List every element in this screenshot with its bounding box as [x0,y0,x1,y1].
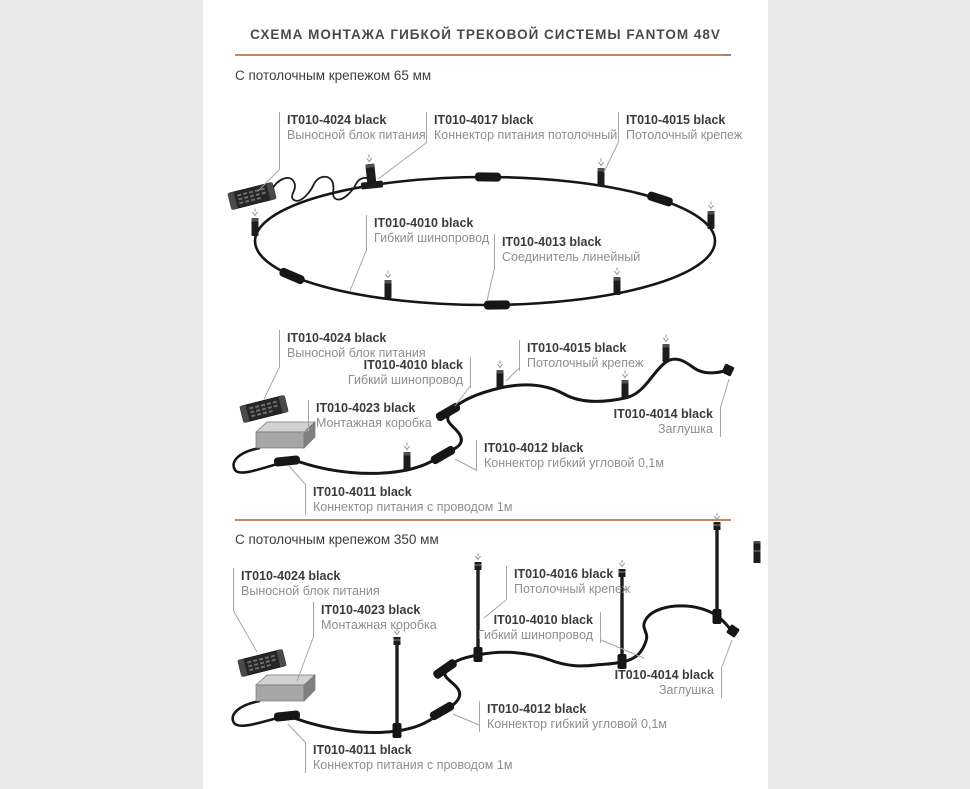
part-description: Потолочный крепеж [626,128,743,142]
label-mount-d1 [618,112,742,143]
part-number: IT010-4015 black [626,113,726,127]
linear-connector [475,172,501,181]
part-number: IT010-4010 black [493,613,593,627]
power-cord [234,448,281,473]
ceiling-mount-65-icon [614,268,621,296]
flexible-track [294,715,437,732]
label-box-d2 [308,400,432,431]
part-description: Выносной блок питания [241,584,380,598]
part-number: IT010-4014 black [613,407,713,421]
part-number: IT010-4023 black [321,603,421,617]
corner-connector-sleeve [428,701,455,722]
part-description: Гибкий шинопровод [347,373,463,387]
power-cord [233,701,281,726]
ceiling-mount-65-icon [385,271,392,299]
label-track-d2 [348,357,471,388]
leader-endcap-d2 [721,379,729,406]
part-description: Гибкий шинопровод [374,231,490,245]
part-description: Гибкий шинопровод [477,628,593,642]
power-supply-unit [238,649,287,677]
part-description: Потолочный крепеж [514,582,631,596]
label-psu-d1 [279,112,426,170]
mounting-box [256,422,315,448]
part-number: IT010-4023 black [316,401,416,415]
label-endcap-d2 [614,406,721,437]
part-description: Монтажная коробка [321,618,437,632]
ceiling-mount-65-icon [708,202,715,230]
label-box-d3 [313,602,437,638]
ceiling-mount-65-icon [598,159,605,187]
part-description: Монтажная коробка [316,416,432,430]
spare-rod-icon [754,541,761,563]
part-description: Заглушка [658,683,714,697]
part-number: IT010-4010 black [374,216,474,230]
corner-connector-sleeve [429,445,456,466]
label-power-connector-d2 [305,484,512,515]
part-number: IT010-4011 black [313,485,412,499]
power-supply-unit [228,182,277,210]
label-mount-d2 [519,340,643,371]
label-corner-connector-d2 [476,440,664,471]
ceiling-mount-65-icon [663,335,670,363]
part-description: Коннектор гибкий угловой 0,1м [487,717,667,731]
part-description: Коннектор гибкий угловой 0,1м [484,456,664,470]
leader-mount-d2 [506,368,519,381]
part-number: IT010-4012 black [484,441,584,455]
end-cap-icon [721,363,734,376]
ceiling-mount-350-icon [713,513,722,624]
part-number: IT010-4017 black [434,113,534,127]
page-title: СХЕМА МОНТАЖА ГИБКОЙ ТРЕКОВОЙ СИСТЕМЫ FANTOM 48V [250,27,721,42]
leader-mount-d1 [604,143,618,172]
ceiling-mount-350-icon [474,553,483,662]
part-description: Коннектор питания с проводом 1м [313,500,513,514]
part-number: IT010-4011 black [313,743,412,757]
part-description: Выносной блок питания [287,128,426,142]
part-number: IT010-4024 black [241,569,341,583]
ceiling-mount-65-icon [252,209,259,237]
section-heading-65mm: С потолочным крепежом 65 мм [235,68,432,83]
leader-endcap-d3 [722,640,732,667]
part-number: IT010-4024 black [287,331,387,345]
part-description: Коннектор питания потолочный [434,128,618,142]
part-description: Заглушка [657,422,713,436]
power-supply-unit [240,395,289,423]
section-heading-350mm: С потолочным крепежом 350 мм [235,532,439,547]
label-ceiling-connector-d1 [426,112,617,143]
label-power-connector-d3 [305,742,512,773]
part-number: IT010-4010 black [363,358,463,372]
leader-corner-connector-d3 [453,714,479,725]
linear-connector [278,267,305,285]
part-description: Коннектор питания с проводом 1м [313,758,513,772]
part-description: Выносной блок питания [287,346,426,360]
linear-connector [646,191,674,208]
label-corner-connector-d3 [479,701,667,732]
leader-power-connector-d3 [288,724,305,742]
leader-track-d1 [350,251,366,291]
ceiling-mount-65-icon [497,361,504,389]
ceiling-mount-350-icon [393,628,402,738]
label-mount-d3 [506,566,630,600]
leader-linear-connector-d1 [487,270,494,301]
part-number: IT010-4016 black [514,567,614,581]
label-linear-connector-d1 [494,234,640,270]
mounting-box [256,675,315,701]
label-track-d1 [366,215,489,251]
part-number: IT010-4014 black [614,668,714,682]
leader-power-connector-d2 [289,466,305,484]
leader-box-d3 [297,638,313,681]
leader-psu-d2 [264,368,279,399]
part-number: IT010-4012 black [487,702,587,716]
part-number: IT010-4024 black [287,113,387,127]
part-description: Соединитель линейный [502,250,641,264]
power-connector-sleeve [274,455,301,467]
ceiling-mount-65-icon [622,371,629,399]
flexible-track [294,458,437,473]
leader-corner-connector-d2 [455,459,476,470]
label-track-d3 [478,612,601,643]
part-number: IT010-4015 black [527,341,627,355]
leader-psu-d3 [233,610,257,652]
part-number: IT010-4013 black [502,235,602,249]
part-description: Потолочный крепеж [527,356,644,370]
linear-connector [484,300,510,309]
ceiling-mount-65-icon [404,443,411,471]
label-endcap-d3 [615,667,722,698]
